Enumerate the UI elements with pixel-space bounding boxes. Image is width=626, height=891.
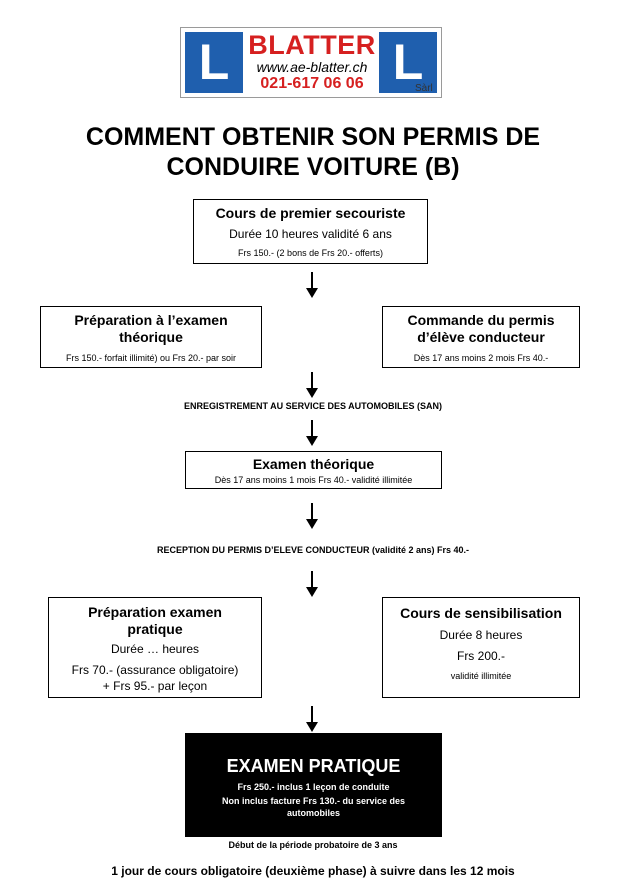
phone-number: 021-617 06 06 — [260, 75, 364, 92]
theory-exam-heading: Examen théorique — [252, 456, 375, 472]
practical-prep-heading: Préparation examen pratique — [88, 604, 222, 637]
permit-order-details: Dès 17 ans moins 2 mois Frs 40.- — [413, 353, 549, 363]
awareness-duration: Durée 8 heures — [439, 628, 523, 642]
practical-prep-per-lesson: + Frs 95.- par leçon — [102, 679, 208, 693]
company-suffix: Sàrl — [415, 83, 433, 94]
probation-note: Début de la période probatoire de 3 ans — [228, 840, 398, 850]
practical-prep-box — [48, 597, 262, 698]
arrow-down-icon — [306, 372, 318, 398]
permit-reception-step: RECEPTION DU PERMIS D’ELEVE CONDUCTEUR (validité 2 ans) Frs 40.- — [156, 545, 470, 555]
first-aid-price: Frs 150.- (2 bons de Frs 20.- offerts) — [238, 248, 383, 258]
registration-step: ENREGISTREMENT AU SERVICE DES AUTOMOBILES (SAN) — [183, 401, 443, 411]
permit-order-heading: Commande du permis d’élève conducteur — [407, 312, 555, 345]
practical-exam-box — [185, 733, 442, 837]
practical-prep-insurance: Frs 70.- (assurance obligatoire) — [71, 663, 239, 677]
theory-prep-box — [40, 306, 262, 368]
practical-exam-price: Frs 250.- inclus 1 leçon de conduite — [237, 782, 390, 792]
permit-order-box — [382, 306, 580, 368]
theory-exam-details: Dès 17 ans moins 1 mois Frs 40.- validité illimitée — [214, 475, 413, 485]
brand-name: BLATTER — [248, 30, 376, 60]
awareness-price: Frs 200.- — [456, 649, 505, 663]
practical-prep-duration: Durée … heures — [110, 642, 200, 656]
theory-prep-price: Frs 150.- forfait illimité) ou Frs 20.- par soir — [65, 353, 237, 363]
page-title: COMMENT OBTENIR SON PERMIS DE CONDUIRE VOITURE (B) — [85, 123, 541, 181]
website: www.ae-blatter.ch — [256, 59, 368, 75]
first-aid-heading: Cours de premier secouriste — [215, 205, 406, 221]
second-phase-note: 1 jour de cours obligatoire (deuxième phase) à suivre dans les 12 mois — [111, 864, 515, 878]
first-aid-box — [193, 199, 428, 264]
awareness-heading: Cours de sensibilisation — [400, 605, 562, 621]
learner-plate-left: L — [185, 32, 243, 93]
arrow-down-icon — [306, 706, 318, 732]
logo — [180, 27, 442, 98]
awareness-course-box — [382, 597, 580, 698]
arrow-down-icon — [306, 503, 318, 529]
first-aid-duration: Durée 10 heures validité 6 ans — [229, 227, 392, 241]
theory-exam-box — [185, 451, 442, 489]
practical-exam-note: Non inclus facture Frs 130.- du service des automobiles — [221, 796, 406, 818]
learner-plate-right: L — [379, 32, 437, 93]
awareness-validity: validité illimitée — [450, 671, 512, 681]
arrow-down-icon — [306, 571, 318, 597]
arrow-down-icon — [306, 420, 318, 446]
arrow-down-icon — [306, 272, 318, 298]
theory-prep-heading: Préparation à l’examen théorique — [74, 312, 228, 345]
practical-exam-heading: EXAMEN PRATIQUE — [226, 756, 401, 776]
